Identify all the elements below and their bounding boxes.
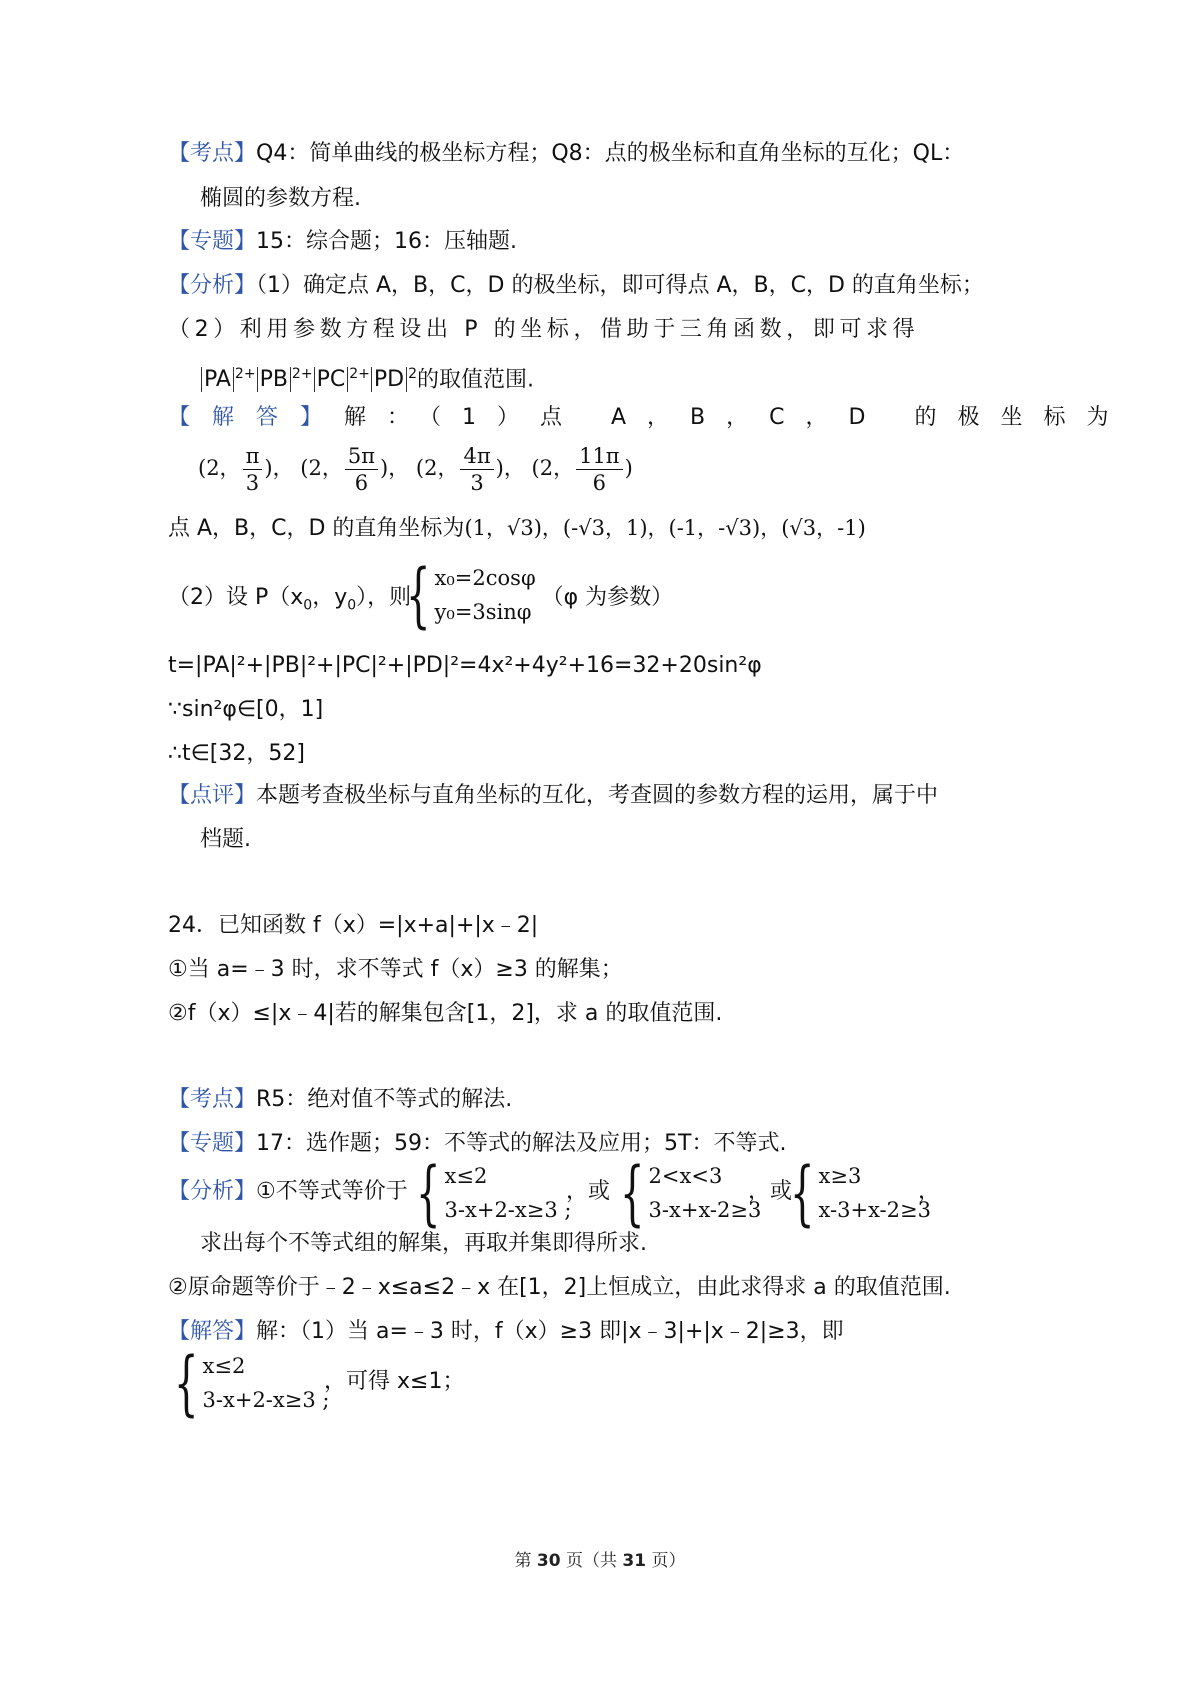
polar-c	[415, 444, 525, 495]
zhuanti2-line	[168, 1128, 786, 1160]
polar-b-post: )，	[380, 456, 410, 480]
therefore-line: ∴t∈[32，52]	[168, 741, 305, 766]
kaodian-text-1: Q4：简单曲线的极坐标方程；Q8：点的极坐标和直角坐标的互化；QL：	[256, 141, 965, 166]
fenxi-system-3	[780, 1152, 931, 1234]
polar-c-post: )，	[495, 456, 525, 480]
jieda-text-1: 解：（1）点 A，B，C，D 的极坐标为	[344, 405, 1130, 430]
polar-b-num: 5π	[345, 443, 378, 470]
problem-24-q2: ②f（x）≤|x﹣4|若的解集包含[1，2]，求 a 的取值范围.	[168, 1001, 723, 1026]
param-x: x₀=2cosφ	[434, 566, 536, 590]
fenxi2-line-1	[168, 1176, 408, 1208]
exp-1: 2+	[234, 366, 256, 382]
sys2-line-1: 2<x<3	[648, 1164, 723, 1188]
polar-c-pre: (2，	[415, 456, 459, 480]
fenxi2-tag: 【分析】	[168, 1179, 257, 1204]
or-2: ，或	[748, 1179, 793, 1204]
dianping-text-1: 本题考查极坐标与直角坐标的互化，考查圆的参数方程的运用，属于中	[256, 783, 939, 808]
page-total: 31	[622, 1551, 647, 1571]
fenxi-system-1	[406, 1152, 572, 1234]
sys1-line-2: 3-x+2-x≥3 ;	[444, 1198, 572, 1222]
fenxi-text-1: （1）确定点 A，B，C，D 的极坐标，即可得点 A，B，C，D 的直角坐标；	[256, 273, 984, 298]
problem-24-q1: ①当 a=﹣3 时，求不等式 f（x）≥3 的解集；	[168, 957, 623, 982]
polar-c-num: 4π	[460, 443, 493, 470]
kaodian2-tag: 【考点】	[168, 1087, 257, 1112]
fenxi2-line-2: 求出每个不等式组的解集，再取并集即得所求.	[200, 1231, 647, 1256]
param-note: （φ 为参数）	[541, 584, 674, 610]
rect-coords-line	[168, 512, 866, 545]
param-y: y₀=3sinφ	[434, 600, 532, 624]
polar-d-frac	[576, 443, 623, 496]
rect-coords: (1，√3)，(-√3，1)，(-1，-√3)，(√3，-1)	[464, 516, 866, 540]
polar-c-den: 3	[470, 471, 484, 495]
part2-prefix: （2）设 P（x	[168, 585, 304, 610]
abs-pc: PC	[314, 367, 349, 392]
footer-mid: 页（共	[560, 1551, 623, 1571]
brace-icon: {	[174, 1342, 199, 1424]
polar-c-frac	[460, 443, 493, 496]
fenxi2-lead: ①不等式等价于	[256, 1179, 408, 1204]
brace-icon: {	[620, 1152, 645, 1234]
kaodian2-line	[168, 1084, 512, 1116]
or-1: ，或	[566, 1179, 611, 1204]
polar-a-den: 3	[245, 471, 260, 495]
jieda2-tag: 【解答】	[168, 1319, 257, 1344]
dianping-tag: 【点评】	[168, 783, 257, 808]
exp-3: 2+	[349, 366, 370, 382]
jieda2-text-1: 解：（1）当 a=﹣3 时，f（x）≥3 即|x﹣3|+|x﹣2|≥3，即	[256, 1319, 844, 1344]
jieda-line-1	[168, 402, 1129, 434]
polar-b-frac	[345, 443, 378, 496]
kaodian-line-1	[168, 138, 964, 170]
sys3-line-1: x≥3	[818, 1164, 862, 1188]
zhuanti-text: 15：综合题；16：压轴题.	[256, 229, 517, 254]
polar-b-den: 6	[354, 471, 369, 495]
page-number: 30	[536, 1551, 561, 1571]
polar-a-frac	[243, 443, 263, 496]
polar-d	[531, 444, 633, 495]
dianping-line-1	[168, 780, 938, 812]
zhuanti2-tag: 【专题】	[168, 1131, 257, 1156]
sys2-line-2: 3-x+x-2≥3	[648, 1198, 762, 1222]
t-line: t=|PA|²+|PB|²+|PC|²+|PD|²=4x²+4y²+16=32+20sin²φ	[168, 653, 762, 678]
fenxi-line-1	[168, 270, 984, 302]
kaodian-line-2: 椭圆的参数方程.	[200, 186, 361, 211]
fenxi-line-3	[200, 358, 534, 396]
brace-icon: {	[416, 1152, 441, 1234]
polar-a-num: π	[243, 443, 263, 470]
jieda2-tail: ，可得 x≤1；	[324, 1369, 465, 1394]
sys1-line-1: x≤2	[444, 1164, 488, 1188]
polar-coords	[198, 440, 633, 496]
exp-2: 2+	[291, 366, 313, 382]
dianping-line-2: 档题.	[200, 827, 251, 852]
footer-post: 页）	[646, 1551, 686, 1571]
fenxi-text-3: 的取值范围.	[416, 367, 534, 393]
sub-y0: 0	[347, 597, 357, 614]
brace-icon: {	[790, 1152, 815, 1234]
abs-pb: PB	[257, 367, 291, 392]
part2-end: ），则	[356, 585, 412, 610]
zhuanti-line	[168, 226, 517, 258]
brace-icon: {	[406, 554, 431, 636]
fenxi-system-2	[610, 1152, 762, 1234]
jieda2-system	[164, 1342, 330, 1424]
fenxi2-comma: ，	[918, 1179, 941, 1204]
exp-4: 2	[408, 366, 417, 382]
fenxi-tag: 【分析】	[168, 273, 257, 298]
jieda2-line-1	[168, 1316, 844, 1348]
jieda2-sys-line-1: x≤2	[202, 1354, 246, 1378]
polar-a-post: )，	[264, 456, 294, 480]
param-system	[396, 554, 674, 636]
abs-pa: PA	[201, 367, 234, 392]
kaodian-tag: 【考点】	[168, 141, 257, 166]
jieda-tag: 【解答】	[168, 405, 345, 430]
sub-x0: 0	[303, 597, 313, 614]
part2-mid: ，y	[312, 585, 348, 610]
abs-pd: PD	[371, 367, 407, 392]
part2-line	[168, 582, 411, 621]
zhuanti2-text: 17：选作题；59：不等式的解法及应用；5T：不等式.	[256, 1131, 787, 1156]
fenxi-line-2: （2）利用参数方程设出 P 的坐标，借助于三角函数，即可求得	[168, 317, 920, 342]
polar-d-pre: (2，	[531, 456, 575, 480]
polar-d-den: 6	[592, 471, 607, 495]
rect-prefix: 点 A，B，C，D 的直角坐标为	[168, 516, 465, 541]
jieda2-sys-line-2: 3-x+2-x≥3 ;	[202, 1388, 330, 1412]
footer-pre: 第	[514, 1551, 537, 1571]
sys3-line-2: x-3+x-2≥3	[818, 1198, 931, 1222]
kaodian2-text: R5：绝对值不等式的解法.	[256, 1087, 513, 1112]
zhuanti-tag: 【专题】	[168, 229, 257, 254]
because-line: ∵sin²φ∈[0，1]	[168, 697, 324, 722]
polar-b	[300, 444, 410, 495]
polar-d-num: 11π	[576, 443, 623, 470]
polar-a	[198, 444, 294, 495]
polar-d-post: )	[624, 456, 633, 480]
fenxi2-line-3: ②原命题等价于﹣2﹣x≤a≤2﹣x 在[1，2]上恒成立，由此求得求 a 的取值范围.	[168, 1275, 951, 1300]
page-footer	[0, 1546, 1200, 1571]
polar-b-pre: (2，	[300, 456, 343, 480]
problem-24-title: 24．已知函数 f（x）=|x+a|+|x﹣2|	[168, 913, 539, 938]
polar-a-pre: (2，	[198, 456, 241, 480]
